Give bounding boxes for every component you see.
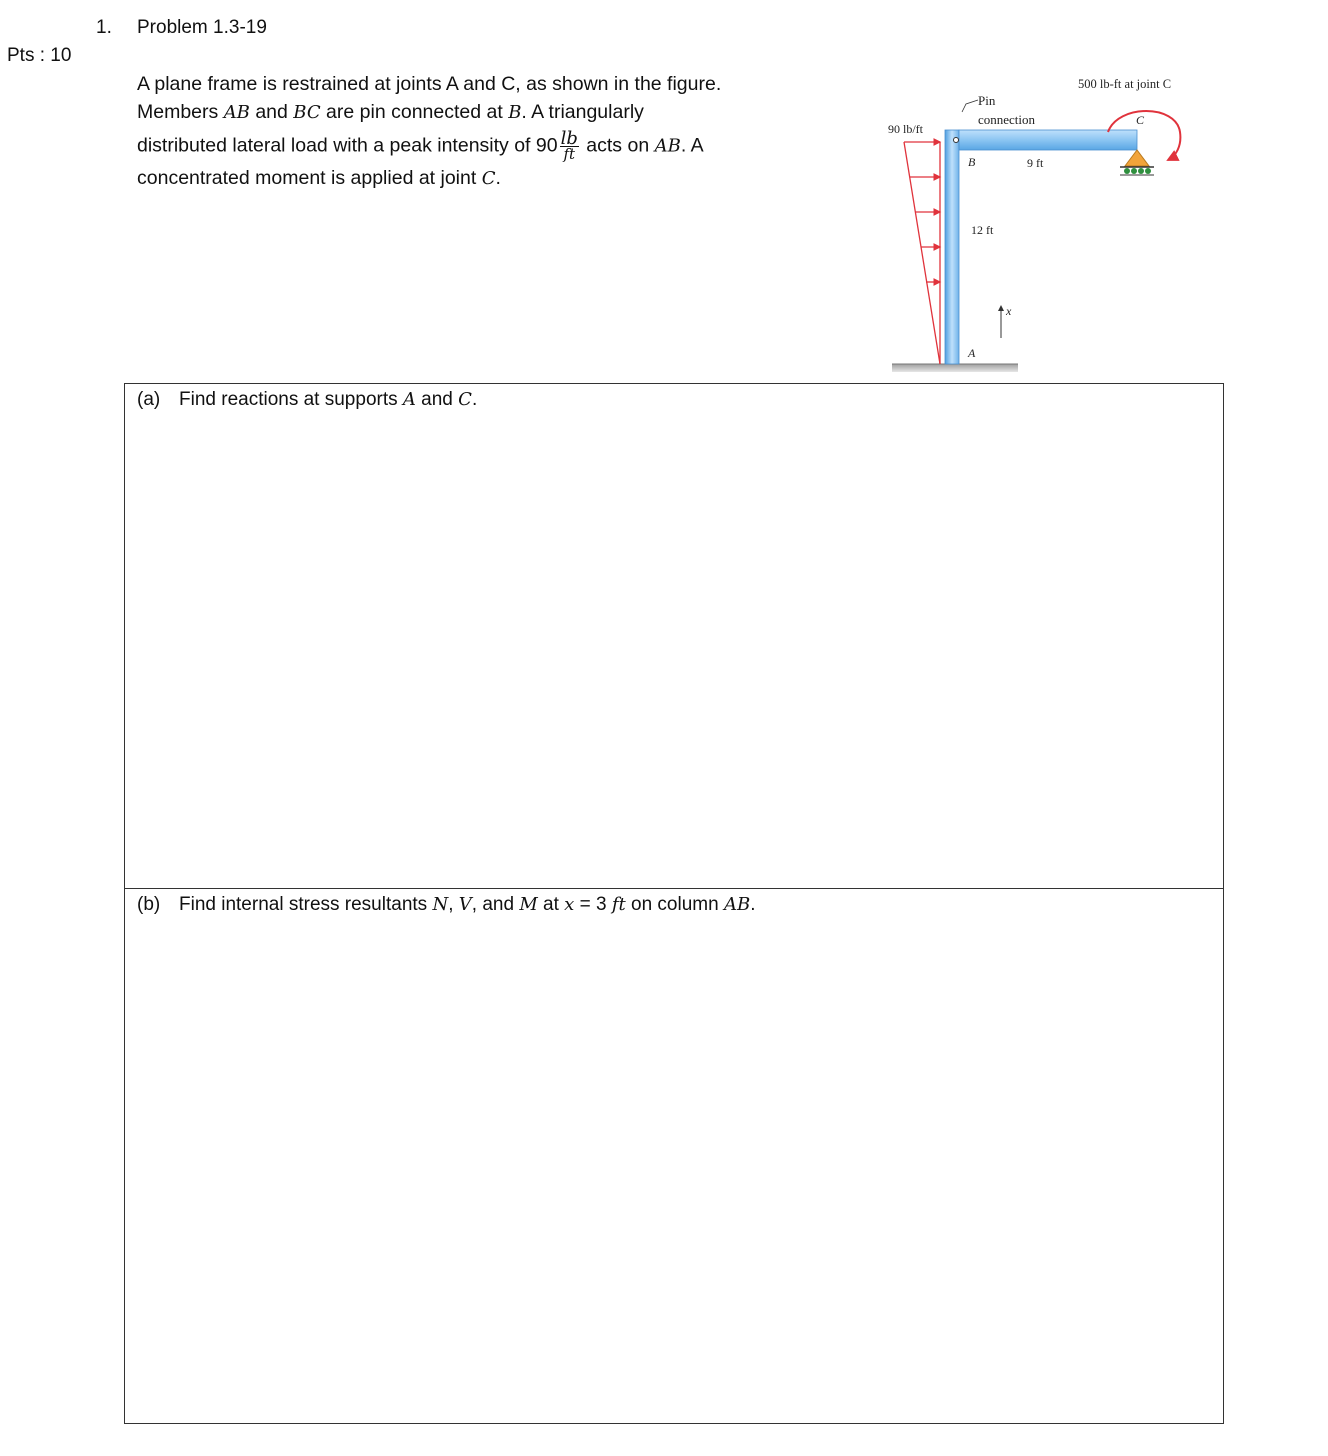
part-b-workspace[interactable]: [125, 925, 1223, 1423]
part-b-answer-box: [124, 888, 1224, 1424]
problem-line-4: concentrated moment is applied at joint C.: [137, 167, 501, 189]
ground-base: [892, 364, 1018, 372]
moment-label: 500 lb-ft at joint C: [1078, 77, 1172, 91]
question-number: 1.: [96, 17, 112, 38]
pin-b: [954, 138, 959, 143]
part-a-answer-box: [124, 383, 1224, 889]
question-title: Problem 1.3-19: [137, 17, 267, 38]
problem-statement: [137, 70, 797, 193]
part-a-prompt: (a) Find reactions at supports A and C.: [137, 389, 478, 410]
frame-figure: [880, 68, 1210, 386]
load-label: 90 lb/ft: [888, 122, 923, 136]
joint-b-label: B: [968, 155, 976, 169]
problem-line-1: A plane frame is restrained at joints A and C, as shown in the figure.: [137, 73, 722, 95]
support-c: [1120, 150, 1154, 175]
distributed-load: [904, 142, 940, 364]
column-ab: [945, 130, 959, 364]
problem-line-3: distributed lateral load with a peak intensity of 90 $\frac{lb}{ft}$ acts on AB. A: [137, 128, 704, 163]
joint-c-label: C: [1136, 113, 1145, 127]
problem-line-2: Members AB and BC are pin connected at B. A triangularly: [137, 101, 644, 123]
part-a-workspace[interactable]: [125, 420, 1223, 888]
connection-label: connection: [978, 112, 1036, 127]
span-label: 9 ft: [1027, 156, 1044, 170]
unit-fraction: $\frac{lb}{ft}$: [560, 128, 578, 163]
height-label: 12 ft: [971, 223, 994, 237]
pin-label: Pin: [978, 93, 996, 108]
points-label: Pts : 10: [7, 45, 72, 66]
joint-a-label: A: [968, 346, 976, 360]
beam-bc: [959, 130, 1137, 150]
x-label: x: [1006, 304, 1012, 318]
part-b-prompt: (b) Find internal stress resultants N, V, and M at x = 3 ft on column AB.: [137, 894, 756, 915]
